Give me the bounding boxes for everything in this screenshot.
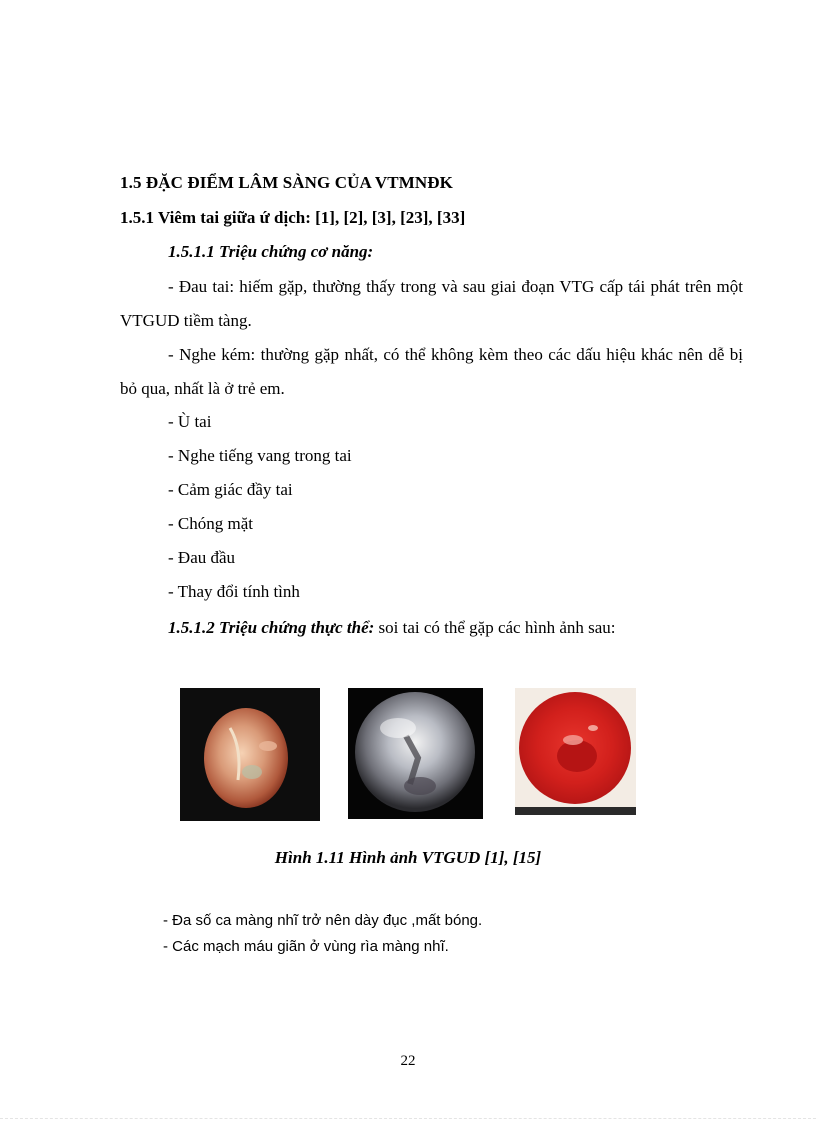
otoscopy-image-2 (348, 688, 483, 819)
subsection-heading: 1.5.1 Viêm tai giữa ứ dịch: [1], [2], [3], [23], [33] (120, 208, 466, 227)
symptom-item: - Cảm giác đầy tai (168, 480, 293, 499)
finding-item: - Đa số ca màng nhĩ trở nên dày đục ,mất bóng. (163, 912, 483, 929)
symptom-item: - Chóng mặt (168, 514, 253, 533)
page-bottom-line (0, 1118, 816, 1119)
subsubsection-heading: 1.5.1.1 Triệu chứng cơ năng: (168, 242, 374, 261)
symptom-item: - Đau đầu (168, 548, 236, 567)
physical-signs-heading: 1.5.1.2 Triệu chứng thực thể: (168, 618, 375, 637)
paragraph-hearing-loss-text: - Nghe kém: thường gặp nhất, có thể không kèm theo các dấu hiệu khác nên dễ bị bỏ qua, nhất là ở trẻ em. (120, 345, 743, 398)
paragraph-ear-pain-text: - Đau tai: hiếm gặp, thường thấy trong và sau giai đoạn VTG cấp tái phát trên một VTGUD tiềm tàng. (120, 277, 743, 330)
page-number: 22 (400, 1053, 416, 1069)
otoscopy-image-2-graphic (348, 688, 483, 819)
finding-item: - Các mạch máu giãn ở vùng rìa màng nhĩ. (163, 938, 449, 955)
paragraph-ear-pain (120, 270, 743, 338)
figure-caption: Hình 1.11 Hình ảnh VTGUD [1], [15] (274, 848, 542, 867)
otoscopy-image-3 (515, 688, 636, 815)
figure-images (0, 688, 816, 823)
otoscopy-image-1 (180, 688, 320, 821)
paragraph-hearing-loss (120, 338, 743, 406)
symptom-item: - Ù tai (168, 412, 212, 431)
symptom-item: - Thay đổi tính tình (168, 582, 300, 601)
symptom-item: - Nghe tiếng vang trong tai (168, 446, 352, 465)
otoscopy-image-1-graphic (180, 688, 320, 821)
otoscopy-image-3-graphic (515, 688, 636, 815)
physical-signs-line (168, 618, 616, 638)
section-heading: 1.5 ĐẶC ĐIỂM LÂM SÀNG CỦA VTMNĐK (120, 173, 453, 192)
physical-signs-text: soi tai có thể gặp các hình ảnh sau: (374, 618, 616, 637)
